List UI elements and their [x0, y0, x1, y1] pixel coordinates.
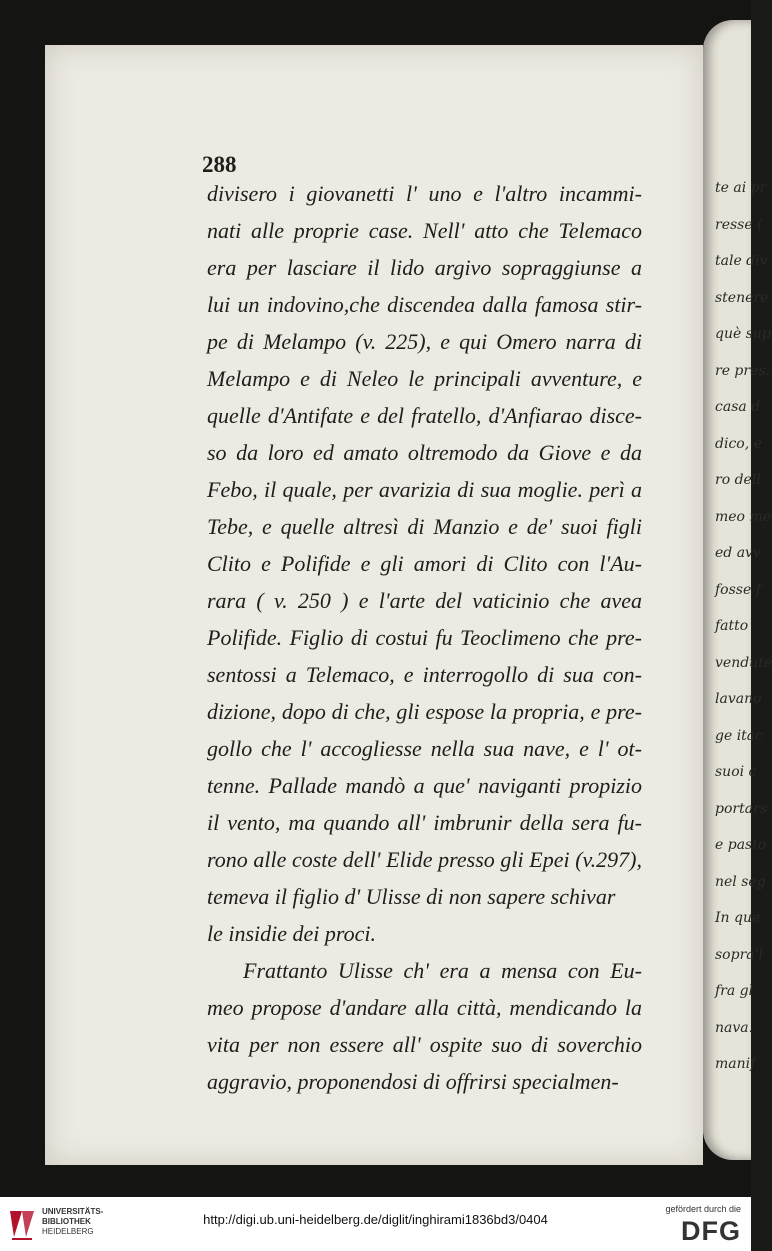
text-line: vita per non essere all' ospite suo di soverchio [207, 1032, 642, 1057]
next-page-fragment: meo me [715, 508, 771, 525]
next-page-fragment: stenere [715, 289, 769, 306]
next-page-fragment: fra gl [715, 983, 754, 999]
next-page-fragment: casa d [715, 399, 761, 415]
text-line: gollo che l' accogliesse nella sua nave, e l' ot- [207, 736, 642, 761]
source-url-link[interactable]: http://digi.ub.uni-heidelberg.de/diglit/inghirami1836bd3/0404 [203, 1212, 548, 1227]
next-page-fragment: nel seg [715, 873, 766, 890]
next-page-fragment: te ai pr [715, 180, 767, 196]
text-line: sentossi a Telemaco, e interrogollo di sua con- [207, 662, 642, 687]
text-line: rara ( v. 250 ) e l'arte del vaticinio che avea [207, 588, 642, 613]
next-page-fragment: re pres. [715, 362, 771, 379]
text-line: divisero i giovanetti l' uno e l'altro incammi- [207, 181, 642, 206]
next-page-fragment: nava. [715, 1019, 754, 1036]
logo-line-1: UNIVERSITÄTS- [42, 1207, 104, 1216]
text-line: Clito e Polifide e gli amori di Clito con l'Au- [207, 551, 642, 576]
text-line: tenne. Pallade mandò a que' naviganti propizio [207, 773, 642, 798]
next-page-edge [703, 20, 772, 1160]
next-page-fragment: portars [715, 800, 767, 817]
page-number: 288 [202, 152, 237, 177]
logo-line-2: BIBLIOTHEK [42, 1217, 91, 1226]
text-line: Frattanto Ulisse ch' era a mensa con Eu- [243, 958, 642, 983]
next-page-fragment: vendute [715, 654, 772, 671]
text-line: le insidie dei proci. [207, 921, 377, 946]
text-line: era per lasciare il lido argivo sopraggiunse a [207, 255, 642, 280]
text-line: temeva il figlio d' Ulisse di non sapere schivar [207, 884, 616, 909]
text-line: Melampo e di Neleo le principali avventure, e [207, 366, 642, 391]
text-line: Tebe, e quelle altresì di Manzio e de' suoi figli [207, 514, 642, 539]
next-page-fragment: lavano [715, 691, 762, 707]
funded-by-label: gefördert durch die [665, 1204, 741, 1214]
next-page-fragment: e pasto [715, 837, 767, 853]
text-line: pe di Melampo (v. 225), e qui Omero narra di [207, 329, 642, 354]
text-line: so da loro ed amato oltremodo da Giove e da [207, 440, 642, 465]
next-page-fragment: dico, e [715, 435, 762, 452]
text-line: Polifide. Figlio di costui fu Teoclimeno che pre- [207, 625, 642, 650]
next-page-fragment: ge itac [715, 727, 763, 744]
next-page-fragment: suoi c [715, 764, 757, 780]
next-page-fragment: fatto [715, 618, 749, 634]
text-line: rono alle coste dell' Elide presso gli Epei (v.297), [207, 847, 642, 872]
dfg-logo: DFG [681, 1216, 741, 1246]
text-line: nati alle proprie case. Nell' atto che Telemaco [207, 218, 642, 243]
text-line: il vento, ma quando all' imbrunir della sera fu- [207, 810, 642, 835]
text-line: aggravio, proponendosi di offrirsi specialmen- [207, 1069, 619, 1094]
next-page-fragment: què sup [715, 326, 771, 342]
text-line: meo propose d'andare alla città, mendicando la [207, 995, 642, 1020]
text-line: dizione, dopo di che, gli espose la propria, e pre- [207, 699, 642, 724]
next-page-fragment: sopra'l [715, 946, 763, 963]
next-page-fragment: ro dell [715, 472, 761, 488]
next-page-fragment: fosse f [715, 581, 761, 598]
next-page-fragment: tale div [715, 253, 768, 269]
logo-line-3: HEIDELBERG [42, 1227, 94, 1236]
next-page-fragment: manif [715, 1056, 756, 1072]
next-page-fragment: resse ( [715, 216, 763, 233]
text-line: quelle d'Antifate e del fratello, d'Anfiarao disce- [207, 403, 642, 428]
text-line: Febo, il quale, per avarizia di sua moglie. perì a [207, 477, 642, 502]
next-page-fragment: ed avv [715, 545, 761, 561]
next-page-fragment: In que [715, 910, 761, 926]
text-line: lui un indovino,che discendea dalla famosa stir- [207, 292, 642, 317]
